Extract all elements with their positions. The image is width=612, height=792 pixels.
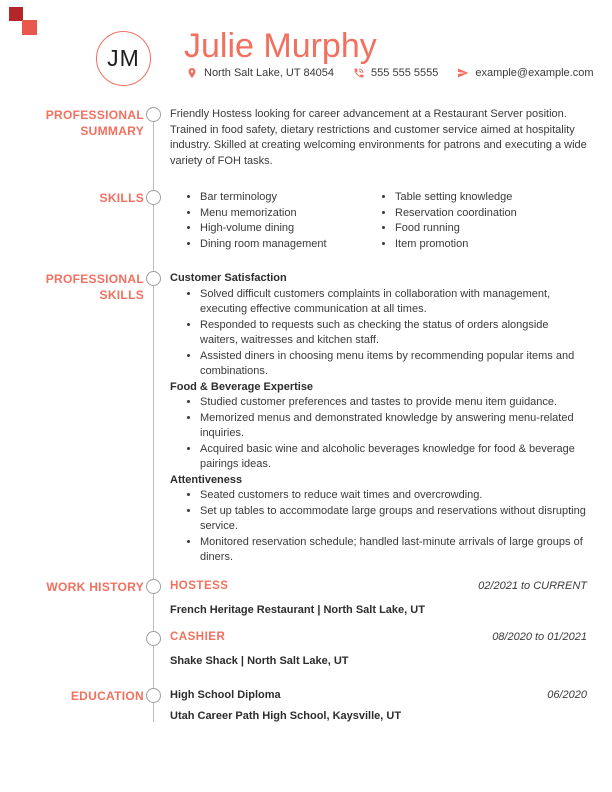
skill-item: • High-volume dining [200,221,365,237]
job-entry [170,630,587,670]
contact-phone-text: 555 555 5555 [371,67,439,79]
job-title: CASHIER [170,630,226,643]
skill-item: • Table setting knowledge [395,190,587,206]
skill-group-bullets [170,395,587,473]
contact-email-text: example@example.com [475,67,594,79]
job-employer: French Heritage Restaurant | North Salt Lake, UT [170,604,425,616]
work-history-content [170,579,587,670]
bullet-item: • Memorized menus and demonstrated knowledge by answering menu-related inquiries. [200,411,587,442]
education-title-row [170,688,587,704]
section-heading: WORK HISTORY [46,579,144,594]
skills-list-right [365,190,587,252]
school-name: Utah Career Path High School, Kaysville, UT [170,710,402,722]
skill-item: • Menu memorization [200,206,365,222]
section-heading: SKILLS [99,191,144,205]
skill-item: • Reservation coordination [395,206,587,222]
job-title-row [170,579,587,595]
section-heading: PROFESSIONAL SUMMARY [45,108,144,138]
section-professional-summary [0,107,612,169]
monogram-text: JM [107,45,140,71]
section-professional-skills [0,271,612,566]
timeline-dot [146,190,161,205]
education-dates: 06/2020 [547,688,587,701]
bullet-item: • Assisted diners in choosing menu items by recommending popular items and combinations. [200,349,587,380]
bullet-item: • Monitored reservation schedule; handled last-minute arrivals of large groups of diners. [200,535,587,566]
job-title-row [170,630,587,646]
section-heading: EDUCATION [70,688,144,703]
degree-title: High School Diploma [170,688,281,701]
timeline-dot [146,631,161,646]
skill-item: • Food running [395,221,587,237]
skill-item: • Dining room management [200,237,365,253]
timeline-dot [146,107,161,122]
bullet-item: • Seated customers to reduce wait times and overcrowding. [200,488,587,504]
job-dates: 02/2021 to CURRENT [478,579,587,592]
skill-group-bullets [170,287,587,380]
skills-content [170,190,587,252]
timeline-dot [146,688,161,703]
summary-text: Friendly Hostess looking for career advancement at a Restaurant Server position. Trained in food safety, dietary restrictions and customer service aimed at hospitality industry. Skilled at creating welcoming environments for patrons and executing a wide variety of FOH tasks. [170,108,587,167]
summary-content [170,107,587,169]
skill-item: • Bar terminology [200,190,365,206]
skill-group-title: Food & Beverage Expertise [170,380,314,393]
bullet-item: • Studied customer preferences and tastes to provide menu item guidance. [200,395,587,411]
bullet-item: • Solved difficult customers complaints in collaboration with management, executing effective communication at all times. [200,287,587,318]
skill-group-title: Customer Satisfaction [170,272,287,284]
skill-item: • Item promotion [395,237,587,253]
job-entry [170,579,587,619]
bullet-item: • Responded to requests such as checking the status of orders alongside waiters, waitresses and kitchen staff. [200,318,587,349]
professional-skills-content [170,271,587,566]
job-title: HOSTESS [170,579,229,592]
bullet-item: • Acquired basic wine and alcoholic beverages knowledge for food & beverage pairings ideas. [200,442,587,473]
skill-group-title: Attentiveness [170,473,243,486]
section-work-history [0,579,612,670]
skills-list-left [170,190,365,252]
timeline-dot [146,579,161,594]
timeline-dot [146,271,161,286]
section-heading: PROFESSIONAL SKILLS [45,272,144,302]
job-dates: 08/2020 to 01/2021 [492,630,587,643]
contact-location-text: North Salt Lake, UT 84054 [204,67,335,79]
education-content [170,688,587,725]
skill-group-bullets [170,488,587,566]
decor-square-dark [9,7,23,21]
decor-square-light [22,20,37,35]
skills-columns [170,190,587,252]
page-title: Julie Murphy [184,27,377,65]
bullet-item: • Set up tables to accommodate large groups and reservations without disrupting service. [200,504,587,535]
job-employer: Shake Shack | North Salt Lake, UT [170,655,349,667]
section-skills [0,190,612,252]
section-education [0,688,612,725]
